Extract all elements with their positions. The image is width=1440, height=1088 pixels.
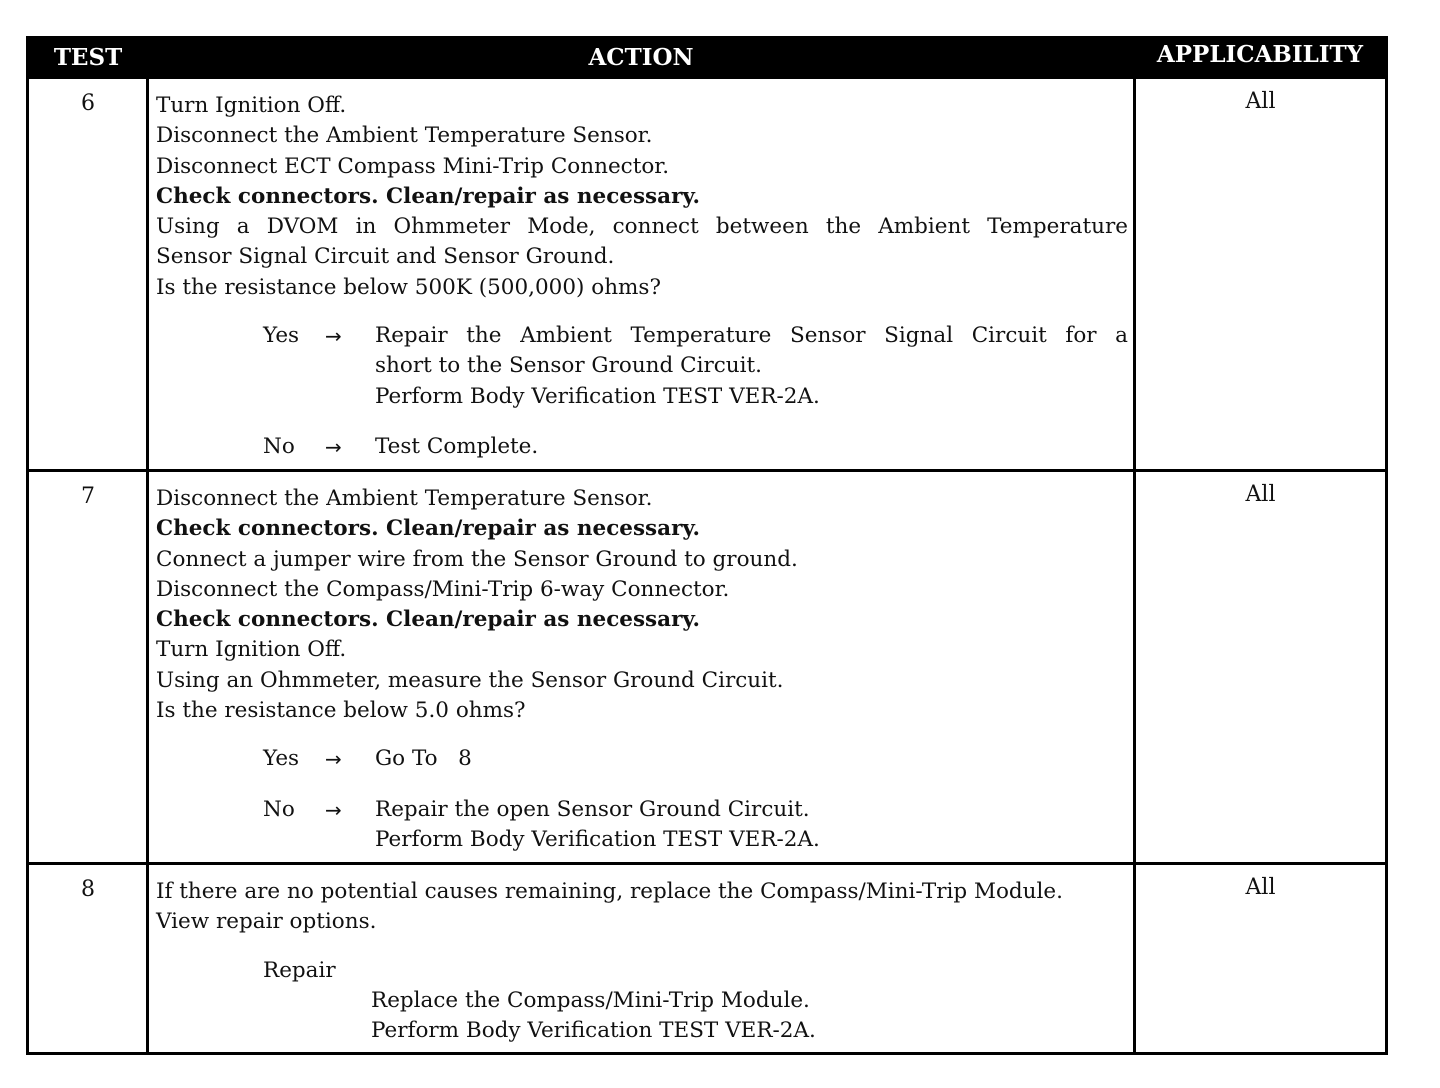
no-label: No [263, 796, 295, 822]
outcome-line: Repair the open Sensor Ground Circuit. [375, 796, 810, 822]
yes-outcome [263, 744, 1128, 774]
table-row-test-8 [29, 862, 1385, 1052]
table-row-test-7 [29, 469, 1385, 862]
step-line-emphasis: Check connectors. Clean/repair as necessary. [156, 607, 700, 633]
outcome-line: Perform Body Verification TEST VER-2A. [375, 383, 820, 409]
step-line: Using a DVOM in Ohmmeter Mode, connect between the Ambient Temperature [156, 214, 1128, 240]
repair-line: Perform Body Verification TEST VER-2A. [371, 1018, 816, 1044]
action-cell [156, 91, 1128, 462]
yes-label: Yes [263, 746, 300, 772]
applicability-value: All [1245, 89, 1276, 114]
header-applicability: APPLICABILITY [1156, 41, 1364, 68]
repair-line: Replace the Compass/Mini-Trip Module. [371, 987, 810, 1013]
step-line-emphasis: Check connectors. Clean/repair as necessary. [156, 516, 700, 542]
test-number: 7 [81, 484, 95, 509]
step-line-emphasis: Check connectors. Clean/repair as necessary. [156, 183, 700, 209]
table-header [29, 39, 1385, 79]
step-line: Disconnect the Ambient Temperature Sensor. [156, 123, 653, 149]
right-arrow-icon: → [325, 747, 342, 772]
step-line: Connect a jumper wire from the Sensor Ground to ground. [156, 546, 798, 572]
right-arrow-icon: → [325, 434, 342, 459]
applicability-value: All [1245, 875, 1276, 900]
test-number: 6 [81, 91, 95, 116]
step-line: Is the resistance below 500K (500,000) ohms? [156, 274, 661, 300]
step-line: Disconnect the Compass/Mini-Trip 6-way Connector. [156, 576, 730, 602]
step-line: If there are no potential causes remaining, replace the Compass/Mini-Trip Module. [156, 879, 1063, 904]
action-cell [156, 484, 1128, 855]
outcome-line: Test Complete. [375, 433, 539, 459]
no-outcome [263, 432, 1128, 462]
diagnostic-table [26, 36, 1388, 1055]
header-test: TEST [53, 44, 123, 71]
no-label: No [263, 433, 295, 459]
step-line: Is the resistance below 5.0 ohms? [156, 698, 526, 724]
yes-label: Yes [263, 323, 300, 349]
yes-outcome [263, 321, 1128, 412]
action-cell [156, 877, 1128, 1046]
right-arrow-icon: → [325, 324, 342, 349]
applicability-value: All [1245, 482, 1276, 507]
step-line: Disconnect ECT Compass Mini-Trip Connector. [156, 153, 670, 179]
step-line: Disconnect the Ambient Temperature Sensor. [156, 486, 653, 511]
step-line: Sensor Signal Circuit and Sensor Ground. [156, 244, 615, 270]
step-line: View repair options. [156, 909, 377, 935]
table-row-test-6 [29, 79, 1385, 469]
outcome-line: Go To 8 [375, 746, 472, 772]
header-action: ACTION [588, 44, 694, 71]
outcome-line: short to the Sensor Ground Circuit. [375, 353, 762, 379]
repair-label: Repair [263, 957, 336, 983]
no-outcome [263, 795, 1128, 856]
right-arrow-icon: → [325, 797, 342, 822]
step-line: Turn Ignition Off. [156, 93, 347, 118]
step-line: Turn Ignition Off. [156, 637, 347, 663]
step-line: Using an Ohmmeter, measure the Sensor Ground Circuit. [156, 667, 784, 693]
outcome-line: Perform Body Verification TEST VER-2A. [375, 826, 820, 852]
test-number: 8 [81, 877, 95, 902]
outcome-line: Repair the Ambient Temperature Sensor Signal Circuit for a [375, 323, 1128, 349]
